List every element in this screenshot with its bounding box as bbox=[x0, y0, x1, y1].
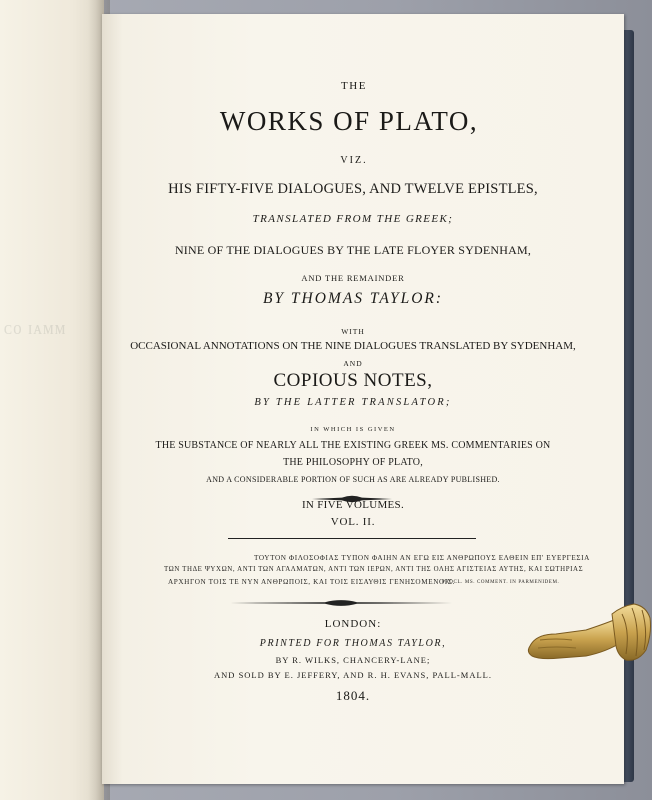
annotations-line: OCCASIONAL ANNOTATIONS ON THE NINE DIALOGUES TRANSLATED BY SYDENHAM, bbox=[130, 340, 576, 352]
epigraph-citation: PROCL. MS. COMMENT. IN PARMENIDEM. bbox=[442, 580, 560, 585]
title-article: THE bbox=[341, 80, 367, 92]
notes-line: COPIOUS NOTES, bbox=[273, 370, 433, 391]
volume-number: VOL. II. bbox=[330, 516, 376, 528]
sold-by-line: AND SOLD BY E. JEFFERY, AND R. H. EVANS, PALL-MALL. bbox=[214, 670, 492, 680]
and-line: AND bbox=[343, 359, 363, 368]
greek-epigraph-line-3: ΑΡΧΗΓΟΝ ΤΟΙΣ ΤΕ ΝΥΝ ΑΝΘΡΩΠΟΙΣ, ΚΑΙ ΤΟΙΣ ΕΙΣΑΥΘΙΣ ΓΕΝΗΣΟΜΕΝΟΙΣ. bbox=[168, 578, 455, 586]
greek-epigraph-line-2: ΤΩΝ ΤΗΔΕ ΨΥΧΩΝ, ΑΝΤΙ ΤΩΝ ΑΓΑΛΜΑΤΩΝ, ΑΝΤΙ ΤΩΝ ΙΕΡΩΝ, ΑΝΤΙ ΤΗΣ ΟΛΗΣ ΑΓΙΣΤΕΙΑΣ ΑΥΤΗΣ, ΚΑΙ ΣΩΤΗΡΙΑΣ bbox=[164, 566, 584, 573]
contents-line: HIS FIFTY-FIVE DIALOGUES, AND TWELVE EPISTLES, bbox=[168, 181, 538, 197]
in-which-line: IN WHICH IS GIVEN bbox=[310, 426, 396, 433]
greek-epigraph-line-1: ΤΟΥΤΟΝ ΦΙΛΟΣΟΦΙΑΣ ΤΥΠΟΝ ΦΑΙΗΝ ΑΝ ΕΓΩ ΕΙΣ ΑΝΘΡΩΠΟΥΣ ΕΛΘΕΙΝ ΕΠ' ΕΥΕΡΓΕΣΙΑ bbox=[254, 554, 590, 562]
latter-translator-line: BY THE LATTER TRANSLATOR; bbox=[254, 397, 452, 408]
imprint-year: 1804. bbox=[335, 688, 371, 703]
volumes-line: IN FIVE VOLUMES. bbox=[301, 499, 405, 511]
substance-line: THE SUBSTANCE OF NEARLY ALL THE EXISTING GREEK MS. COMMENTARIES ON bbox=[155, 440, 551, 451]
printed-for-line: PRINTED FOR THOMAS TAYLOR, bbox=[259, 638, 447, 649]
portion-line: AND A CONSIDERABLE PORTION OF SUCH AS ARE ALREADY PUBLISHED. bbox=[206, 475, 500, 484]
viz-label: VIZ. bbox=[340, 155, 368, 166]
philosophy-line: THE PHILOSOPHY OF PLATO, bbox=[283, 457, 423, 468]
top-rule bbox=[228, 538, 476, 539]
translated-line: TRANSLATED FROM THE GREEK; bbox=[252, 213, 454, 225]
with-line: WITH bbox=[341, 327, 365, 336]
ornamental-rule bbox=[230, 598, 452, 608]
translator-line: BY THOMAS TAYLOR: bbox=[262, 290, 444, 307]
facing-page-bleed-through: ᴄᴏ ɪᴀᴍᴍ bbox=[4, 318, 67, 339]
imprint-city: LONDON: bbox=[324, 618, 382, 630]
book-title: WORKS OF PLATO, bbox=[219, 106, 479, 136]
remainder-line: AND THE REMAINDER bbox=[301, 273, 405, 283]
sydenham-line: NINE OF THE DIALOGUES BY THE LATE FLOYER SYDENHAM, bbox=[174, 243, 532, 257]
page-clip-hand-icon bbox=[526, 600, 652, 680]
printer-line: BY R. WILKS, CHANCERY-LANE; bbox=[275, 655, 431, 665]
